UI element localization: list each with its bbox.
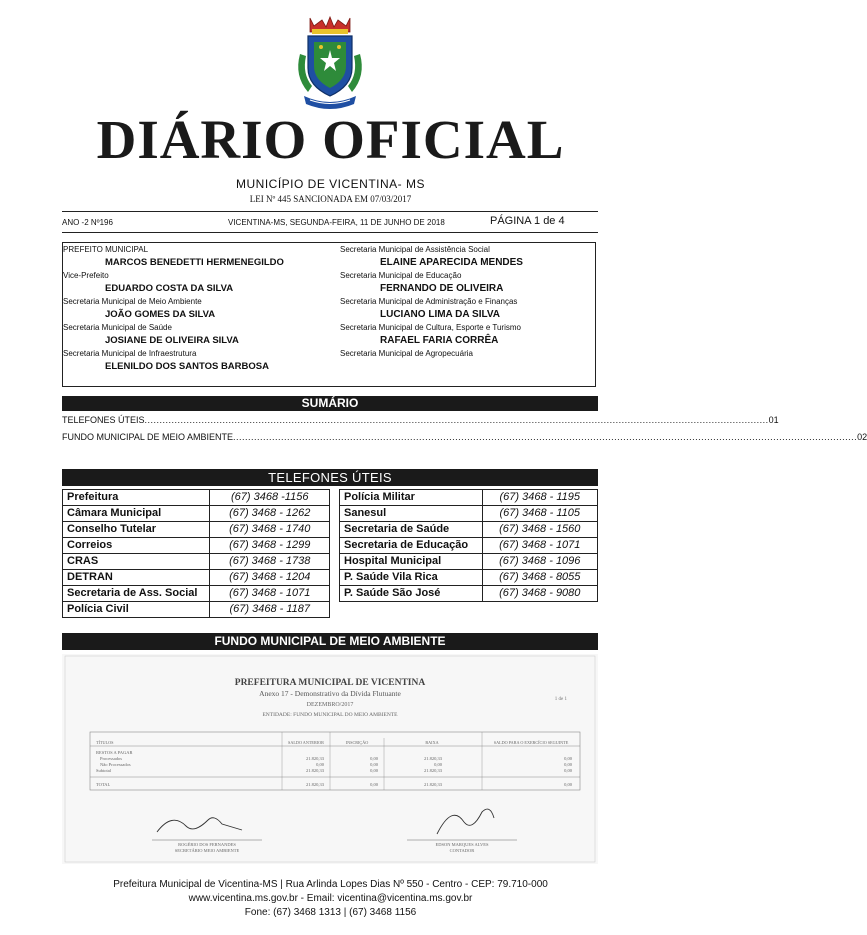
contact-phone[interactable]: (67) 3468 - 1195 [482, 490, 598, 506]
signature-name: EDSON MARQUES ALVES [435, 842, 489, 847]
authority-name: JOSIANE DE OLIVEIRA SILVA [105, 335, 239, 346]
table-row [340, 570, 598, 586]
row-value: 21.820,33 [306, 768, 324, 773]
row-value: 21.820,33 [306, 756, 324, 761]
contact-name: P. Saúde São José [340, 586, 483, 602]
authority-role: Secretaria Municipal de Educação [340, 271, 462, 280]
authority-role: Secretaria Municipal de Assistência Social [340, 245, 490, 254]
row-value: 0,00 [564, 762, 572, 767]
contact-name: Hospital Municipal [340, 554, 483, 570]
table-row [340, 586, 598, 602]
row-label: Processados [100, 756, 122, 761]
authority-name: ELAINE APARECIDA MENDES [380, 257, 523, 268]
contact-phone[interactable]: (67) 3468 - 1740 [210, 522, 330, 538]
table-row [340, 522, 598, 538]
contact-phone[interactable]: (67) 3468 - 1105 [482, 506, 598, 522]
row-value: 0,00 [564, 768, 572, 773]
authority-name: ELENILDO DOS SANTOS BARBOSA [105, 361, 269, 372]
contact-phone[interactable]: (67) 3468 - 1299 [210, 538, 330, 554]
table-row [340, 506, 598, 522]
contact-name: Sanesul [340, 506, 483, 522]
signature-role: CONTADOR [449, 848, 475, 853]
table-row [63, 586, 330, 602]
signature-name: ROGÉRIO DOS FERNANDES [178, 842, 236, 847]
footer-web-email[interactable]: www.vicentina.ms.gov.br - Email: vicentina@vicentina.ms.gov.br [188, 893, 473, 904]
sumario-item-page: 02 [857, 432, 867, 442]
authority-name: RAFAEL FARIA CORRÊA [380, 335, 499, 346]
authority-name: FERNANDO DE OLIVEIRA [380, 283, 504, 294]
authority-role: Secretaria Municipal de Administração e Finanças [340, 297, 518, 306]
fundo-header: FUNDO MUNICIPAL DE MEIO AMBIENTE [62, 633, 598, 650]
table-row [63, 554, 330, 570]
authority-role: Secretaria Municipal de Infraestrutura [63, 349, 197, 358]
contact-name: Secretaria de Ass. Social [63, 586, 210, 602]
contact-name: Secretaria de Saúde [340, 522, 483, 538]
authority-name: MARCOS BENEDETTI HERMENEGILDO [105, 257, 284, 268]
table-row [63, 522, 330, 538]
phone-table-right [339, 489, 598, 602]
row-label: Subtotal [96, 768, 112, 773]
contact-phone[interactable]: (67) 3468 - 1560 [482, 522, 598, 538]
law-reference: LEI Nº 445 SANCIONADA EM 07/03/2017 [249, 194, 412, 204]
doc-period: DEZEMBRO/2017 [306, 702, 354, 708]
contact-name: Prefeitura [63, 490, 210, 506]
contact-name: CRAS [63, 554, 210, 570]
row-value: 0,00 [370, 768, 378, 773]
contact-name: Polícia Civil [63, 602, 210, 618]
authority-role: PREFEITO MUNICIPAL [63, 245, 149, 254]
contact-name: Polícia Militar [340, 490, 483, 506]
contact-name: DETRAN [63, 570, 210, 586]
sumario-item[interactable] [62, 432, 867, 442]
authority-name: EDUARDO COSTA DA SILVA [105, 283, 234, 294]
authority-role: Secretaria Municipal de Meio Ambiente [63, 297, 202, 306]
newspaper-title: DIÁRIO OFICIAL [96, 109, 565, 170]
col-header: SALDO ANTERIOR [288, 740, 324, 745]
table-row [63, 490, 330, 506]
authority-role: Secretaria Municipal de Agropecuária [340, 349, 473, 358]
authorities-left-column [63, 243, 333, 373]
contact-phone[interactable]: (67) 3468 - 1096 [482, 554, 598, 570]
contact-phone[interactable]: (67) 3468 -1156 [210, 490, 330, 506]
authority-role: Secretaria Municipal de Cultura, Esporte e Turismo [340, 323, 521, 332]
municipality-name: MUNICÍPIO DE VICENTINA- MS [235, 177, 425, 191]
leader-dots: ................................................................................................................................................................................................................ [144, 415, 769, 425]
doc-page: 1 de 1 [554, 697, 567, 702]
leader-dots: ................................................................................................................................................................................................................ [233, 432, 858, 442]
sumario-item-label: TELEFONES ÚTEIS [62, 415, 145, 425]
sumario-item-label: FUNDO MUNICIPAL DE MEIO AMBIENTE [62, 432, 234, 442]
authority-name: JOÃO GOMES DA SILVA [105, 309, 216, 320]
row-value: 21.820,33 [424, 768, 442, 773]
table-row [63, 538, 330, 554]
row-value: 21.820,33 [424, 756, 442, 761]
sumario-item-page: 01 [768, 415, 779, 425]
row-label: RESTOS A PAGAR [96, 750, 133, 755]
col-header: TÍTULOS [96, 740, 114, 745]
authorities-right-column [340, 243, 597, 360]
table-row [63, 602, 330, 618]
row-label: Não Processados [100, 762, 131, 767]
col-header: SALDO PARA O EXERCÍCIO SEGUINTE [493, 740, 569, 745]
sumario-item[interactable] [62, 415, 779, 425]
municipal-crest-icon [290, 14, 370, 112]
row-value: 21.820,33 [424, 782, 442, 787]
doc-title: PREFEITURA MUNICIPAL DE VICENTINA [234, 678, 426, 688]
scanned-financial-document [62, 654, 598, 864]
header-rule-bottom [62, 232, 598, 233]
row-value: 0,00 [564, 756, 572, 761]
row-value: 0,00 [316, 762, 324, 767]
contact-phone[interactable]: (67) 3468 - 1071 [210, 586, 330, 602]
col-header: BAIXA [425, 740, 439, 745]
edition-number: ANO -2 Nº196 [62, 218, 113, 227]
header-rule-top [62, 211, 598, 212]
authorities-box [62, 242, 596, 387]
table-row [340, 538, 598, 554]
contact-name: Secretaria de Educação [340, 538, 483, 554]
signature-role: SECRETÁRIO MEIO AMBIENTE [174, 848, 240, 853]
row-value: 0,00 [370, 782, 378, 787]
authority-role: Vice-Prefeito [63, 271, 109, 280]
contact-name: Conselho Tutelar [63, 522, 210, 538]
contact-phone[interactable]: (67) 3468 - 1204 [210, 570, 330, 586]
contact-phone[interactable]: (67) 3468 - 1071 [482, 538, 598, 554]
table-row [63, 570, 330, 586]
col-header: INSCRIÇÃO [345, 740, 369, 745]
contact-phone[interactable]: (67) 3468 - 9080 [482, 586, 598, 602]
authority-name: LUCIANO LIMA DA SILVA [380, 309, 500, 320]
row-label: TOTAL [96, 782, 111, 787]
telefones-header: TELEFONES ÚTEIS [62, 469, 598, 486]
footer-address: Prefeitura Municipal de Vicentina-MS | Rua Arlinda Lopes Dias Nº 550 - Centro - CEP: 79.710-000 [113, 879, 548, 890]
contact-name: Correios [63, 538, 210, 554]
table-row [340, 554, 598, 570]
footer-phones: Fone: (67) 3468 1313 | (67) 3468 1156 [244, 907, 417, 918]
doc-subtitle: Anexo 17 - Demonstrativo da Dívida Flutuante [259, 689, 401, 698]
authority-role: Secretaria Municipal de Saúde [63, 323, 172, 332]
table-row [340, 490, 598, 506]
row-value: 0,00 [370, 762, 378, 767]
contact-phone[interactable]: (67) 3468 - 1262 [210, 506, 330, 522]
page-indicator: PÁGINA 1 de 4 [490, 215, 565, 227]
row-value: 0,00 [564, 782, 572, 787]
row-value: 0,00 [370, 756, 378, 761]
contact-name: Câmara Municipal [63, 506, 210, 522]
row-value: 0,00 [434, 762, 442, 767]
sumario-header: SUMÁRIO [62, 396, 598, 411]
phone-table-left [62, 489, 330, 618]
doc-entity: ENTIDADE: FUNDO MUNICIPAL DO MEIO AMBIENTE [262, 712, 398, 718]
date-line: VICENTINA-MS, SEGUNDA-FEIRA, 11 DE JUNHO DE 2018 [228, 218, 445, 227]
row-value: 21.820,33 [306, 782, 324, 787]
contact-name: P. Saúde Vila Rica [340, 570, 483, 586]
contact-phone[interactable]: (67) 3468 - 1738 [210, 554, 330, 570]
contact-phone[interactable]: (67) 3468 - 1187 [210, 602, 330, 618]
table-row [63, 506, 330, 522]
contact-phone[interactable]: (67) 3468 - 8055 [482, 570, 598, 586]
